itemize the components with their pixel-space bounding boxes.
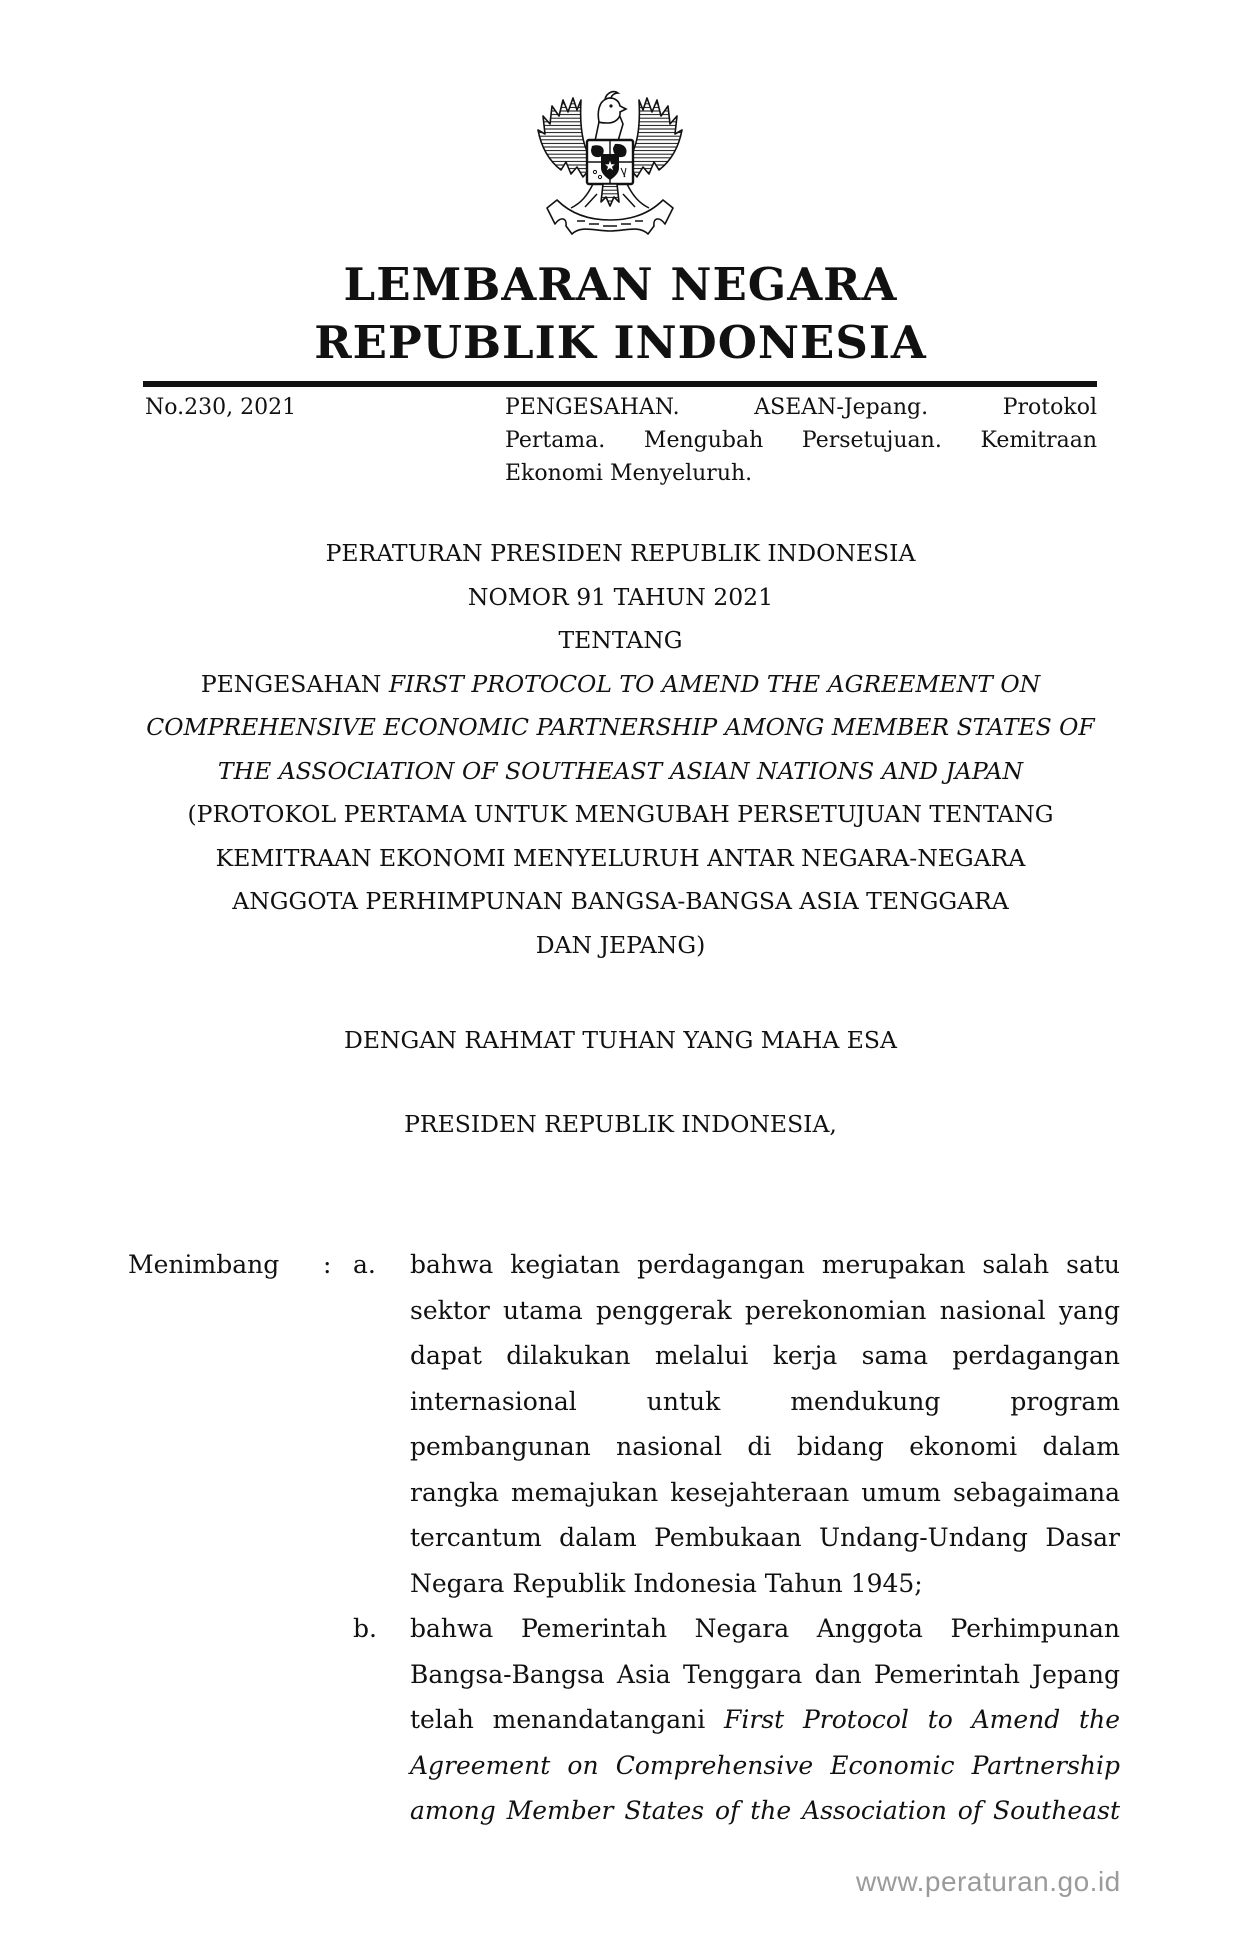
considerations-label: Menimbang <box>128 1250 280 1279</box>
text-line: PENGESAHAN. ASEAN-Jepang. Protokol <box>505 395 1097 420</box>
text-line: telah menandatangani First Protocol to Amend the <box>410 1705 1120 1734</box>
consideration-item <box>353 1606 1120 1834</box>
text-line: PERATURAN PRESIDEN REPUBLIK INDONESIA <box>325 539 916 567</box>
regulation-title-block <box>0 532 1241 967</box>
considerations-colon: : <box>323 1250 332 1279</box>
text-line: KEMITRAAN EKONOMI MENYELURUH ANTAR NEGARA-NEGARA <box>215 843 1026 872</box>
gazette-subject-abstract <box>505 391 1097 490</box>
divine-invocation: DENGAN RAHMAT TUHAN YANG MAHA ESA <box>343 1026 898 1054</box>
text-line: internasional untuk mendukung program <box>410 1386 1120 1416</box>
text-line: Ekonomi Menyeluruh. <box>505 461 753 486</box>
text-line: bahwa Pemerintah Negara Anggota Perhimpunan <box>410 1614 1120 1643</box>
issuing-authority: PRESIDEN REPUBLIK INDONESIA, <box>404 1110 837 1138</box>
consideration-text <box>410 1606 1120 1834</box>
considerations-row <box>128 1242 1120 1834</box>
masthead-divider-rule <box>143 381 1097 387</box>
text-line: dapat dilakukan melalui kerja sama perdagangan <box>410 1341 1120 1370</box>
text-line: pembangunan nasional di bidang ekonomi dalam <box>410 1432 1120 1461</box>
text-line: rangka memajukan kesejahteraan umum sebagaimana <box>410 1477 1120 1507</box>
text-line: sektor utama penggerak perekonomian nasional yang <box>410 1295 1120 1325</box>
consideration-marker: a. <box>353 1250 376 1279</box>
consideration-marker: b. <box>353 1614 377 1643</box>
text-line: (PROTOKOL PERTAMA UNTUK MENGUBAH PERSETUJUAN TENTANG <box>187 800 1054 828</box>
considerations-section <box>128 1242 1120 1834</box>
consideration-item <box>353 1242 1120 1606</box>
footer-watermark: www.peraturan.go.id <box>856 1866 1121 1897</box>
text-line: THE ASSOCIATION OF SOUTHEAST ASIAN NATIONS AND JAPAN <box>217 756 1024 785</box>
text-line: COMPREHENSIVE ECONOMIC PARTNERSHIP AMONG MEMBER STATES OF <box>146 713 1095 741</box>
masthead-title-line-2: REPUBLIK INDONESIA <box>314 316 927 369</box>
masthead-title <box>0 256 1241 372</box>
text-line: NOMOR 91 TAHUN 2021 <box>467 582 774 611</box>
text-line: PENGESAHAN FIRST PROTOCOL TO AMEND THE AGREEMENT ON <box>200 669 1041 698</box>
text-line: among Member States of the Association of Southeast <box>410 1796 1120 1825</box>
text-line: tercantum dalam Pembukaan Undang-Undang Dasar <box>410 1523 1120 1552</box>
garuda-pancasila-emblem <box>535 84 685 244</box>
text-line: Agreement on Comprehensive Economic Partnership <box>410 1750 1120 1780</box>
text-line: ANGGOTA PERHIMPUNAN BANGSA-BANGSA ASIA TENGGARA <box>232 887 1009 915</box>
text-line: bahwa kegiatan perdagangan merupakan salah satu <box>410 1250 1120 1279</box>
consideration-text <box>410 1242 1120 1606</box>
text-line: Bangsa-Bangsa Asia Tenggara dan Pemerintah Jepang <box>410 1659 1120 1689</box>
text-line: Negara Republik Indonesia Tahun 1945; <box>410 1568 923 1598</box>
text-line: TENTANG <box>558 626 683 654</box>
considerations-items <box>353 1242 1120 1834</box>
text-line: Pertama. Mengubah Persetujuan. Kemitraan <box>505 428 1097 453</box>
text-line: DAN JEPANG) <box>535 930 706 959</box>
masthead-title-line-1: LEMBARAN NEGARA <box>343 258 898 311</box>
gazette-issue-number: No.230, 2021 <box>145 395 297 420</box>
